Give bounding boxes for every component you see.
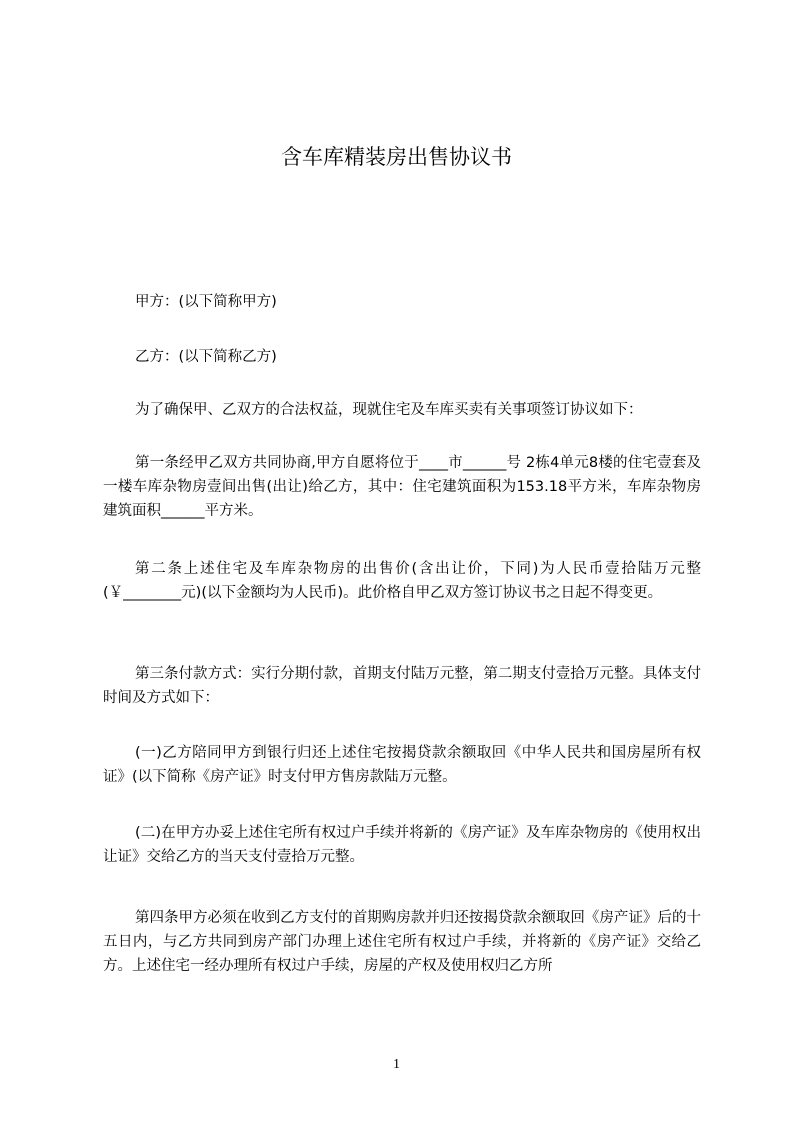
article-3-item-1: (一)乙方陪同甲方到银行归还上述住宅按揭贷款余额取回《中华人民共和国房屋所有权证》(以下简称《房产证》时支付甲方售房款陆万元整。 bbox=[103, 745, 701, 785]
preamble-paragraph: 为了确保甲、乙双方的合法权益，现就住宅及车库买卖有关事项签订协议如下： bbox=[135, 402, 643, 418]
page-number: 1 bbox=[393, 1057, 400, 1072]
article-3-item-2: (二)在甲方办妥上述住宅所有权过户手续并将新的《房产证》及车库杂物房的《使用权出让证》交给乙方的当天支付壹拾万元整。 bbox=[103, 825, 701, 865]
article-4-paragraph: 第四条甲方必须在收到乙方支付的首期购房款并归还按揭贷款余额取回《房产证》后的十五日内，与乙方共同到房产部门办理上述住宅所有权过户手续，并将新的《房产证》交给乙方。上述住宅一经办理所有权过户手续，房屋的产权及使用权归乙方所 bbox=[103, 910, 701, 974]
article-3-paragraph: 第三条付款方式：实行分期付款，首期支付陆万元整，第二期支付壹拾万元整。具体支付时间及方式如下： bbox=[103, 666, 701, 706]
party-a-line: 甲方：(以下简称甲方) bbox=[135, 294, 277, 310]
document-title: 含车库精装房出售协议书 bbox=[281, 145, 512, 169]
article-2-paragraph: 第二条上述住宅及车库杂物房的出售价(含出让价，下同)为人民币壹拾陆万元整(￥________元)(以下金额均为人民币)。此价格自甲乙双方签订协议书之日起不得变更。 bbox=[103, 561, 701, 601]
article-1-paragraph: 第一条经甲乙双方共同协商,甲方自愿将位于____市______号 2栋4单元8楼的住宅壹套及一楼车库杂物房壹间出售(出让)给乙方，其中：住宅建筑面积为153.18平方米，车库杂物房建筑面积______平方米。 bbox=[103, 455, 701, 519]
party-b-line: 乙方：(以下简称乙方) bbox=[135, 349, 277, 365]
